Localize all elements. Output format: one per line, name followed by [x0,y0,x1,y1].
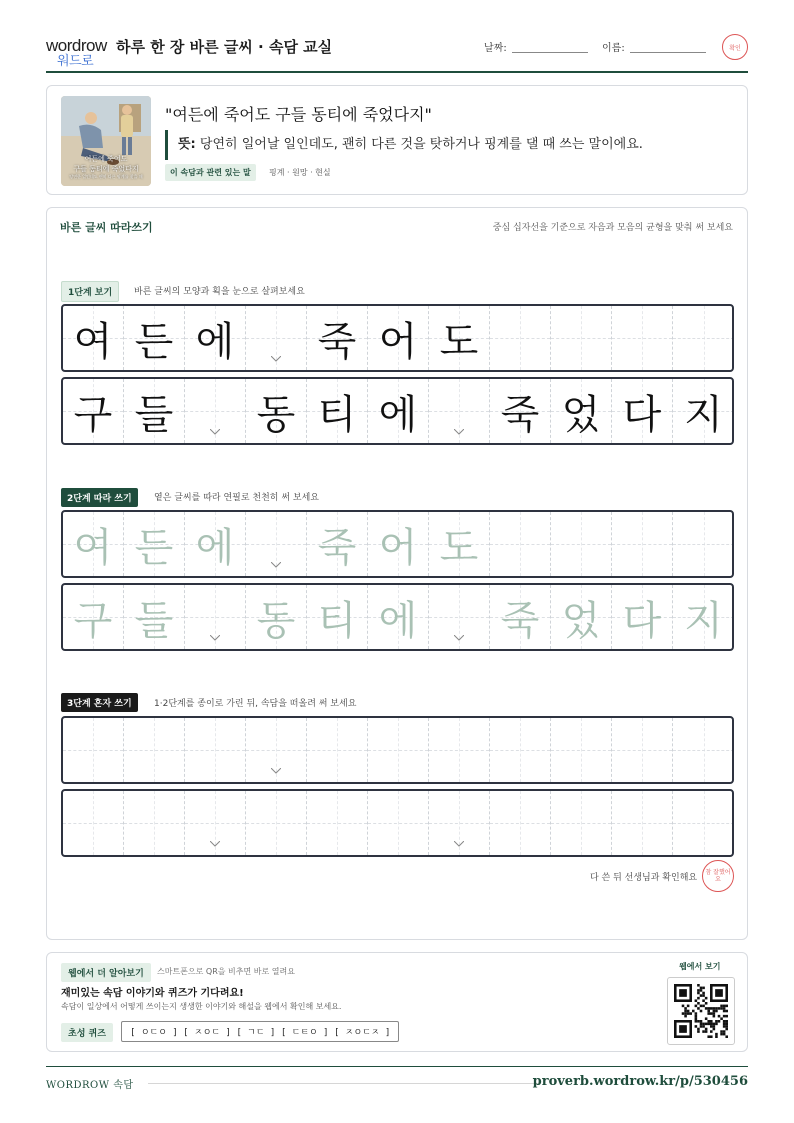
proverb-illustration [61,96,151,186]
grid-cell [307,379,368,443]
grid-character: 었 [561,391,601,438]
grid-cell [124,306,185,370]
grid-cell[interactable] [185,718,246,782]
practice-note: 중심 십자선을 기준으로 자음과 모음의 균형을 맞춰 써 보세요 [492,223,733,233]
grid-character: 죽 [500,391,540,438]
qr-label: 웹에서 보기 [679,962,721,971]
grid-cell[interactable] [185,512,246,576]
grid-character: 도 [439,318,479,365]
grid-cell[interactable] [429,512,490,576]
grid-cell[interactable] [246,585,307,649]
grid-cell[interactable] [124,791,185,855]
grid-character: 에 [378,597,418,644]
grid-cell[interactable] [63,791,124,855]
grid-character: 구 [73,391,113,438]
grid-cell [124,379,185,443]
date-label: 날짜: [484,43,507,54]
grid-character: 에 [378,391,418,438]
grid-cell[interactable] [490,791,551,855]
seal-text: 확인 [729,44,741,52]
grid-cell[interactable] [673,512,734,576]
grid-character: 들 [134,391,174,438]
grid-character: 지 [684,597,723,644]
grid-cell[interactable] [63,512,124,576]
grid-cell[interactable] [307,512,368,576]
related-words: 핑계 · 원망 · 현실 [269,168,331,177]
grid-cell[interactable] [124,512,185,576]
grid-character: 도 [439,524,479,571]
tracing-row[interactable] [61,583,734,651]
grid-cell [490,379,551,443]
grid-cell[interactable] [307,585,368,649]
logo-subtext: 워드로 [57,53,94,68]
stamp-text: 참 잘했어요 [705,869,731,883]
grid-cell[interactable] [551,791,612,855]
grid-cell [307,306,368,370]
grid-cell[interactable] [429,585,490,649]
grid-cell [246,379,307,443]
grid-character: 어 [378,318,418,365]
grid-character: 에 [195,524,235,571]
grid-character: 죽 [317,524,357,571]
illustration-caption [61,154,151,180]
space-mark-icon [454,429,464,435]
grid-cell [612,379,673,443]
grid-cell [185,306,246,370]
grid-character: 지 [684,391,723,438]
qr-code[interactable] [667,977,735,1045]
grid-cell [63,379,124,443]
web-badge-note: 스마트폰으로 QR을 비추면 바로 열려요 [157,967,295,976]
grid-cell[interactable] [246,791,307,855]
blank-row[interactable] [61,789,734,857]
practice-title: 바른 글씨 따라쓰기 [60,221,153,234]
proverb-card [46,85,748,195]
grid-cell [63,306,124,370]
grid-cell[interactable] [124,585,185,649]
grid-character: 여 [73,318,113,365]
grid-cell[interactable] [368,791,429,855]
footer-brand: WORDROW 속담 [46,1080,134,1091]
space-mark-icon [454,841,464,847]
wordrow-logo [46,36,107,68]
grid-cell[interactable] [490,512,551,576]
grid-character: 들 [134,597,174,644]
footer-divider [46,1066,748,1067]
grid-cell[interactable] [673,585,734,649]
blank-row[interactable] [61,716,734,784]
grid-cell [429,306,490,370]
grid-cell[interactable] [612,585,673,649]
grid-cell[interactable] [368,512,429,576]
web-card [46,952,748,1052]
web-badge: 웹에서 더 알아보기 [61,963,151,982]
grid-cell[interactable] [307,791,368,855]
step3-desc: 1·2단계를 종이로 가린 뒤, 속담을 떠올려 써 보세요 [154,699,357,709]
meaning-label: 뜻: [178,137,196,152]
space-mark-icon [271,356,281,362]
space-mark-icon [454,635,464,641]
step3-badge: 3단계 혼자 쓰기 [61,693,138,712]
space-mark-icon [210,429,220,435]
meaning-block [165,130,643,160]
grid-cell[interactable] [490,585,551,649]
footer-rule [148,1083,538,1084]
grid-cell[interactable] [612,718,673,782]
grid-character: 어 [378,524,418,571]
grid-character: 죽 [317,318,357,365]
grid-cell [185,379,246,443]
name-field[interactable] [630,52,706,53]
grid-cell [368,306,429,370]
good-job-stamp [702,860,734,892]
caption-line: 당연한 일인데도 괜히 다른 핑계를 찾을 때 [69,174,143,179]
grid-cell[interactable] [551,585,612,649]
grid-cell[interactable] [185,791,246,855]
grid-character: 티 [317,391,357,438]
grid-cell [673,306,734,370]
date-field[interactable] [512,52,588,53]
grid-cell[interactable] [551,512,612,576]
footer-url[interactable]: proverb.wordrow.kr/p/530456 [532,1074,748,1089]
grid-cell [551,306,612,370]
quiz-box: [ ㅇㄷㅇ ] [ ㅈㅇㄷ ] [ ㄱㄷ ] [ ㄷㅌㅇ ] [ ㅈㅇㄷㅈ ] [121,1021,399,1042]
step2-desc: 옅은 글씨를 따라 연필로 천천히 써 보세요 [154,493,319,503]
step1-badge: 1단계 보기 [61,281,119,302]
grid-cell[interactable] [63,718,124,782]
grid-cell[interactable] [490,718,551,782]
grid-character: 죽 [500,597,540,644]
grid-cell[interactable] [368,585,429,649]
web-headline: 재미있는 속담 이야기와 퀴즈가 기다려요! [61,988,244,999]
page-header [46,30,748,73]
grid-character: 든 [134,524,174,571]
step1-desc: 바른 글씨의 모양과 획을 눈으로 살펴보세요 [134,287,305,297]
grid-cell[interactable] [673,791,734,855]
qr-icon [674,984,728,1038]
grid-cell [368,379,429,443]
grid-character: 다 [622,391,662,438]
grid-character: 동 [256,391,296,438]
writing-row [61,377,734,445]
grid-cell [673,379,734,443]
space-mark-icon [271,768,281,774]
proverb-title: "여든에 죽어도 구들 동티에 죽었다지" [165,105,432,124]
site-title: 하루 한 장 바른 글씨 · 속담 교실 [116,38,333,56]
grid-character: 에 [195,318,235,365]
grid-cell[interactable] [612,791,673,855]
space-mark-icon [210,841,220,847]
grid-character: 었 [561,597,601,644]
meaning-text: 당연히 일어날 일인데도, 괜히 다른 것을 탓하거나 핑계를 댈 때 쓰는 말이에요. [199,137,643,152]
space-mark-icon [210,635,220,641]
related-badge: 이 속담과 관련 있는 말 [165,164,256,181]
grid-character: 구 [73,597,113,644]
caption-line: 여든에 죽어도 [84,155,128,163]
grid-cell [490,306,551,370]
grid-cell[interactable] [63,585,124,649]
caption-line: 구들 동티에 죽었다지 [73,165,139,173]
grid-cell[interactable] [307,718,368,782]
grid-character: 든 [134,318,174,365]
grid-cell [246,306,307,370]
grid-cell [551,379,612,443]
grid-cell[interactable] [429,791,490,855]
logo-text: wordrow [46,36,107,55]
grid-cell[interactable] [612,512,673,576]
writing-row [61,304,734,372]
space-mark-icon [271,562,281,568]
confirm-seal [722,34,748,60]
grid-cell[interactable] [124,718,185,782]
grid-cell[interactable] [368,718,429,782]
name-label: 이름: [602,43,625,54]
step2-badge: 2단계 따라 쓰기 [61,488,138,507]
grid-cell[interactable] [185,585,246,649]
grid-character: 여 [73,524,113,571]
grid-character: 동 [256,597,296,644]
grid-cell[interactable] [673,718,734,782]
grid-cell [429,379,490,443]
grid-cell[interactable] [551,718,612,782]
tracing-row[interactable] [61,510,734,578]
grid-cell[interactable] [246,718,307,782]
quiz-label: 초성 퀴즈 [61,1023,113,1042]
grid-character: 다 [622,597,662,644]
web-desc: 속담이 일상에서 어떻게 쓰이는지 생생한 이야기와 해설을 웹에서 확인해 보세요. [61,1002,342,1011]
grid-cell[interactable] [246,512,307,576]
grid-cell[interactable] [429,718,490,782]
grid-cell [612,306,673,370]
grid-character: 티 [317,597,357,644]
check-note: 다 쓴 뒤 선생님과 확인해요 [590,873,698,883]
